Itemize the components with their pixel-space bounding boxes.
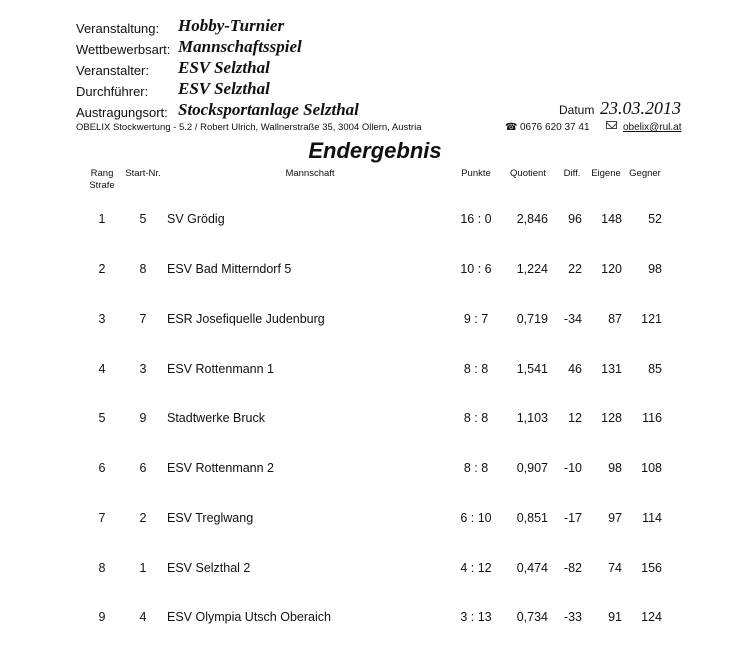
column-header-quotient: Quotient (510, 168, 546, 179)
cell-points: 8 : 8 (463, 411, 489, 425)
column-header-strafe-label: Strafe (89, 180, 115, 191)
cell-team: SV Grödig (167, 212, 225, 226)
column-header-diff: Diff. (563, 168, 581, 179)
cell-team: ESV Rottenmann 2 (167, 461, 275, 475)
cell-start: 9 (139, 411, 147, 425)
cell-rank: 6 (98, 461, 106, 475)
cell-own: 97 (608, 511, 622, 525)
cell-opponent: 156 (641, 561, 662, 575)
info-value-durchfuehrer: ESV Selzthal (178, 79, 270, 98)
cell-quotient: 0,719 (516, 312, 548, 326)
cell-opponent: 85 (648, 362, 662, 376)
cell-rank: 2 (98, 262, 106, 276)
email-link[interactable]: obelix@rul.at (623, 122, 682, 133)
mail-icon (606, 121, 617, 129)
cell-diff: -17 (563, 511, 582, 525)
date-value: 23.03.2013 (600, 98, 681, 118)
info-value-veranstalter: ESV Selzthal (178, 58, 270, 77)
cell-diff: 96 (568, 212, 582, 226)
cell-rank: 1 (98, 212, 106, 226)
info-value-veranstaltung: Hobby-Turnier (178, 16, 285, 35)
cell-rank: 3 (98, 312, 106, 326)
cell-own: 74 (608, 561, 622, 575)
cell-own: 148 (601, 212, 622, 226)
column-header-own: Eigene (591, 168, 621, 179)
cell-diff: 46 (568, 362, 582, 376)
cell-points: 3 : 13 (460, 610, 492, 624)
phone-number: 0676 620 37 41 (520, 122, 590, 133)
cell-own: 91 (608, 610, 622, 624)
page-title: Endergebnis (308, 138, 442, 163)
cell-team: ESV Selzthal 2 (167, 561, 251, 575)
cell-points: 9 : 7 (463, 312, 489, 326)
column-header-opponent: Gegner (629, 168, 661, 179)
cell-points: 10 : 6 (460, 262, 492, 276)
cell-diff: 22 (568, 262, 582, 276)
cell-opponent: 124 (641, 610, 662, 624)
cell-rank: 4 (98, 362, 106, 376)
cell-opponent: 116 (642, 411, 662, 425)
cell-team: ESR Josefiquelle Judenburg (167, 312, 325, 326)
cell-quotient: 1,541 (516, 362, 548, 376)
cell-opponent: 121 (641, 312, 662, 326)
cell-team: Stadtwerke Bruck (167, 411, 265, 425)
cell-team: ESV Olympia Utsch Oberaich (167, 610, 331, 624)
cell-team: ESV Treglwang (167, 511, 254, 525)
column-header-rang (86, 168, 118, 192)
cell-diff: 12 (568, 411, 582, 425)
info-value-wettbewerbsart: Mannschaftsspiel (178, 37, 302, 56)
cell-quotient: 1,224 (516, 262, 548, 276)
cell-points: 6 : 10 (460, 511, 492, 525)
cell-quotient: 0,734 (516, 610, 548, 624)
cell-quotient: 0,907 (516, 461, 548, 475)
cell-diff: -33 (563, 610, 582, 624)
cell-start: 6 (139, 461, 147, 475)
cell-opponent: 108 (641, 461, 662, 475)
cell-points: 8 : 8 (463, 461, 489, 475)
info-label-wettbewerbsart: Wettbewerbsart: (76, 42, 171, 57)
phone-icon: ☎ (505, 122, 518, 133)
cell-start: 3 (139, 362, 147, 376)
cell-own: 120 (601, 262, 622, 276)
cell-start: 8 (139, 262, 147, 276)
cell-start: 4 (139, 610, 147, 624)
cell-own: 87 (608, 312, 622, 326)
cell-start: 1 (139, 561, 147, 575)
cell-own: 131 (601, 362, 622, 376)
cell-rank: 9 (98, 610, 106, 624)
cell-start: 7 (139, 312, 147, 326)
info-label-veranstaltung: Veranstaltung: (76, 21, 160, 36)
cell-quotient: 0,474 (516, 561, 548, 575)
cell-own: 98 (608, 461, 622, 475)
cell-start: 5 (139, 212, 147, 226)
software-credit: OBELIX Stockwertung - 5.2 / Robert Ulrich, Wallnerstraße 35, 3004 Ollern, Austria (76, 122, 422, 133)
column-header-start: Start-Nr. (125, 168, 161, 179)
cell-quotient: 1,103 (516, 411, 548, 425)
cell-points: 8 : 8 (463, 362, 489, 376)
info-label-austragungsort: Austragungsort: (76, 105, 168, 120)
cell-points: 16 : 0 (460, 212, 492, 226)
cell-opponent: 114 (642, 511, 662, 525)
cell-quotient: 2,846 (516, 212, 548, 226)
cell-diff: -10 (563, 461, 582, 475)
cell-diff: -34 (563, 312, 582, 326)
info-value-austragungsort: Stocksportanlage Selzthal (178, 100, 359, 119)
info-label-durchfuehrer: Durchführer: (76, 84, 149, 99)
cell-diff: -82 (563, 561, 582, 575)
column-header-points: Punkte (461, 168, 491, 179)
column-header-rang-label: Rang (90, 168, 114, 179)
cell-team: ESV Rottenmann 1 (167, 362, 275, 376)
cell-rank: 5 (98, 411, 106, 425)
cell-team: ESV Bad Mitterndorf 5 (167, 262, 292, 276)
cell-own: 128 (601, 411, 622, 425)
cell-rank: 7 (98, 511, 106, 525)
date-label: Datum (559, 103, 595, 117)
cell-quotient: 0,851 (516, 511, 548, 525)
info-label-veranstalter: Veranstalter: (76, 63, 149, 78)
column-header-team: Mannschaft (285, 168, 335, 179)
cell-start: 2 (139, 511, 147, 525)
cell-opponent: 98 (648, 262, 662, 276)
cell-opponent: 52 (648, 212, 662, 226)
cell-rank: 8 (98, 561, 106, 575)
cell-points: 4 : 12 (460, 561, 492, 575)
